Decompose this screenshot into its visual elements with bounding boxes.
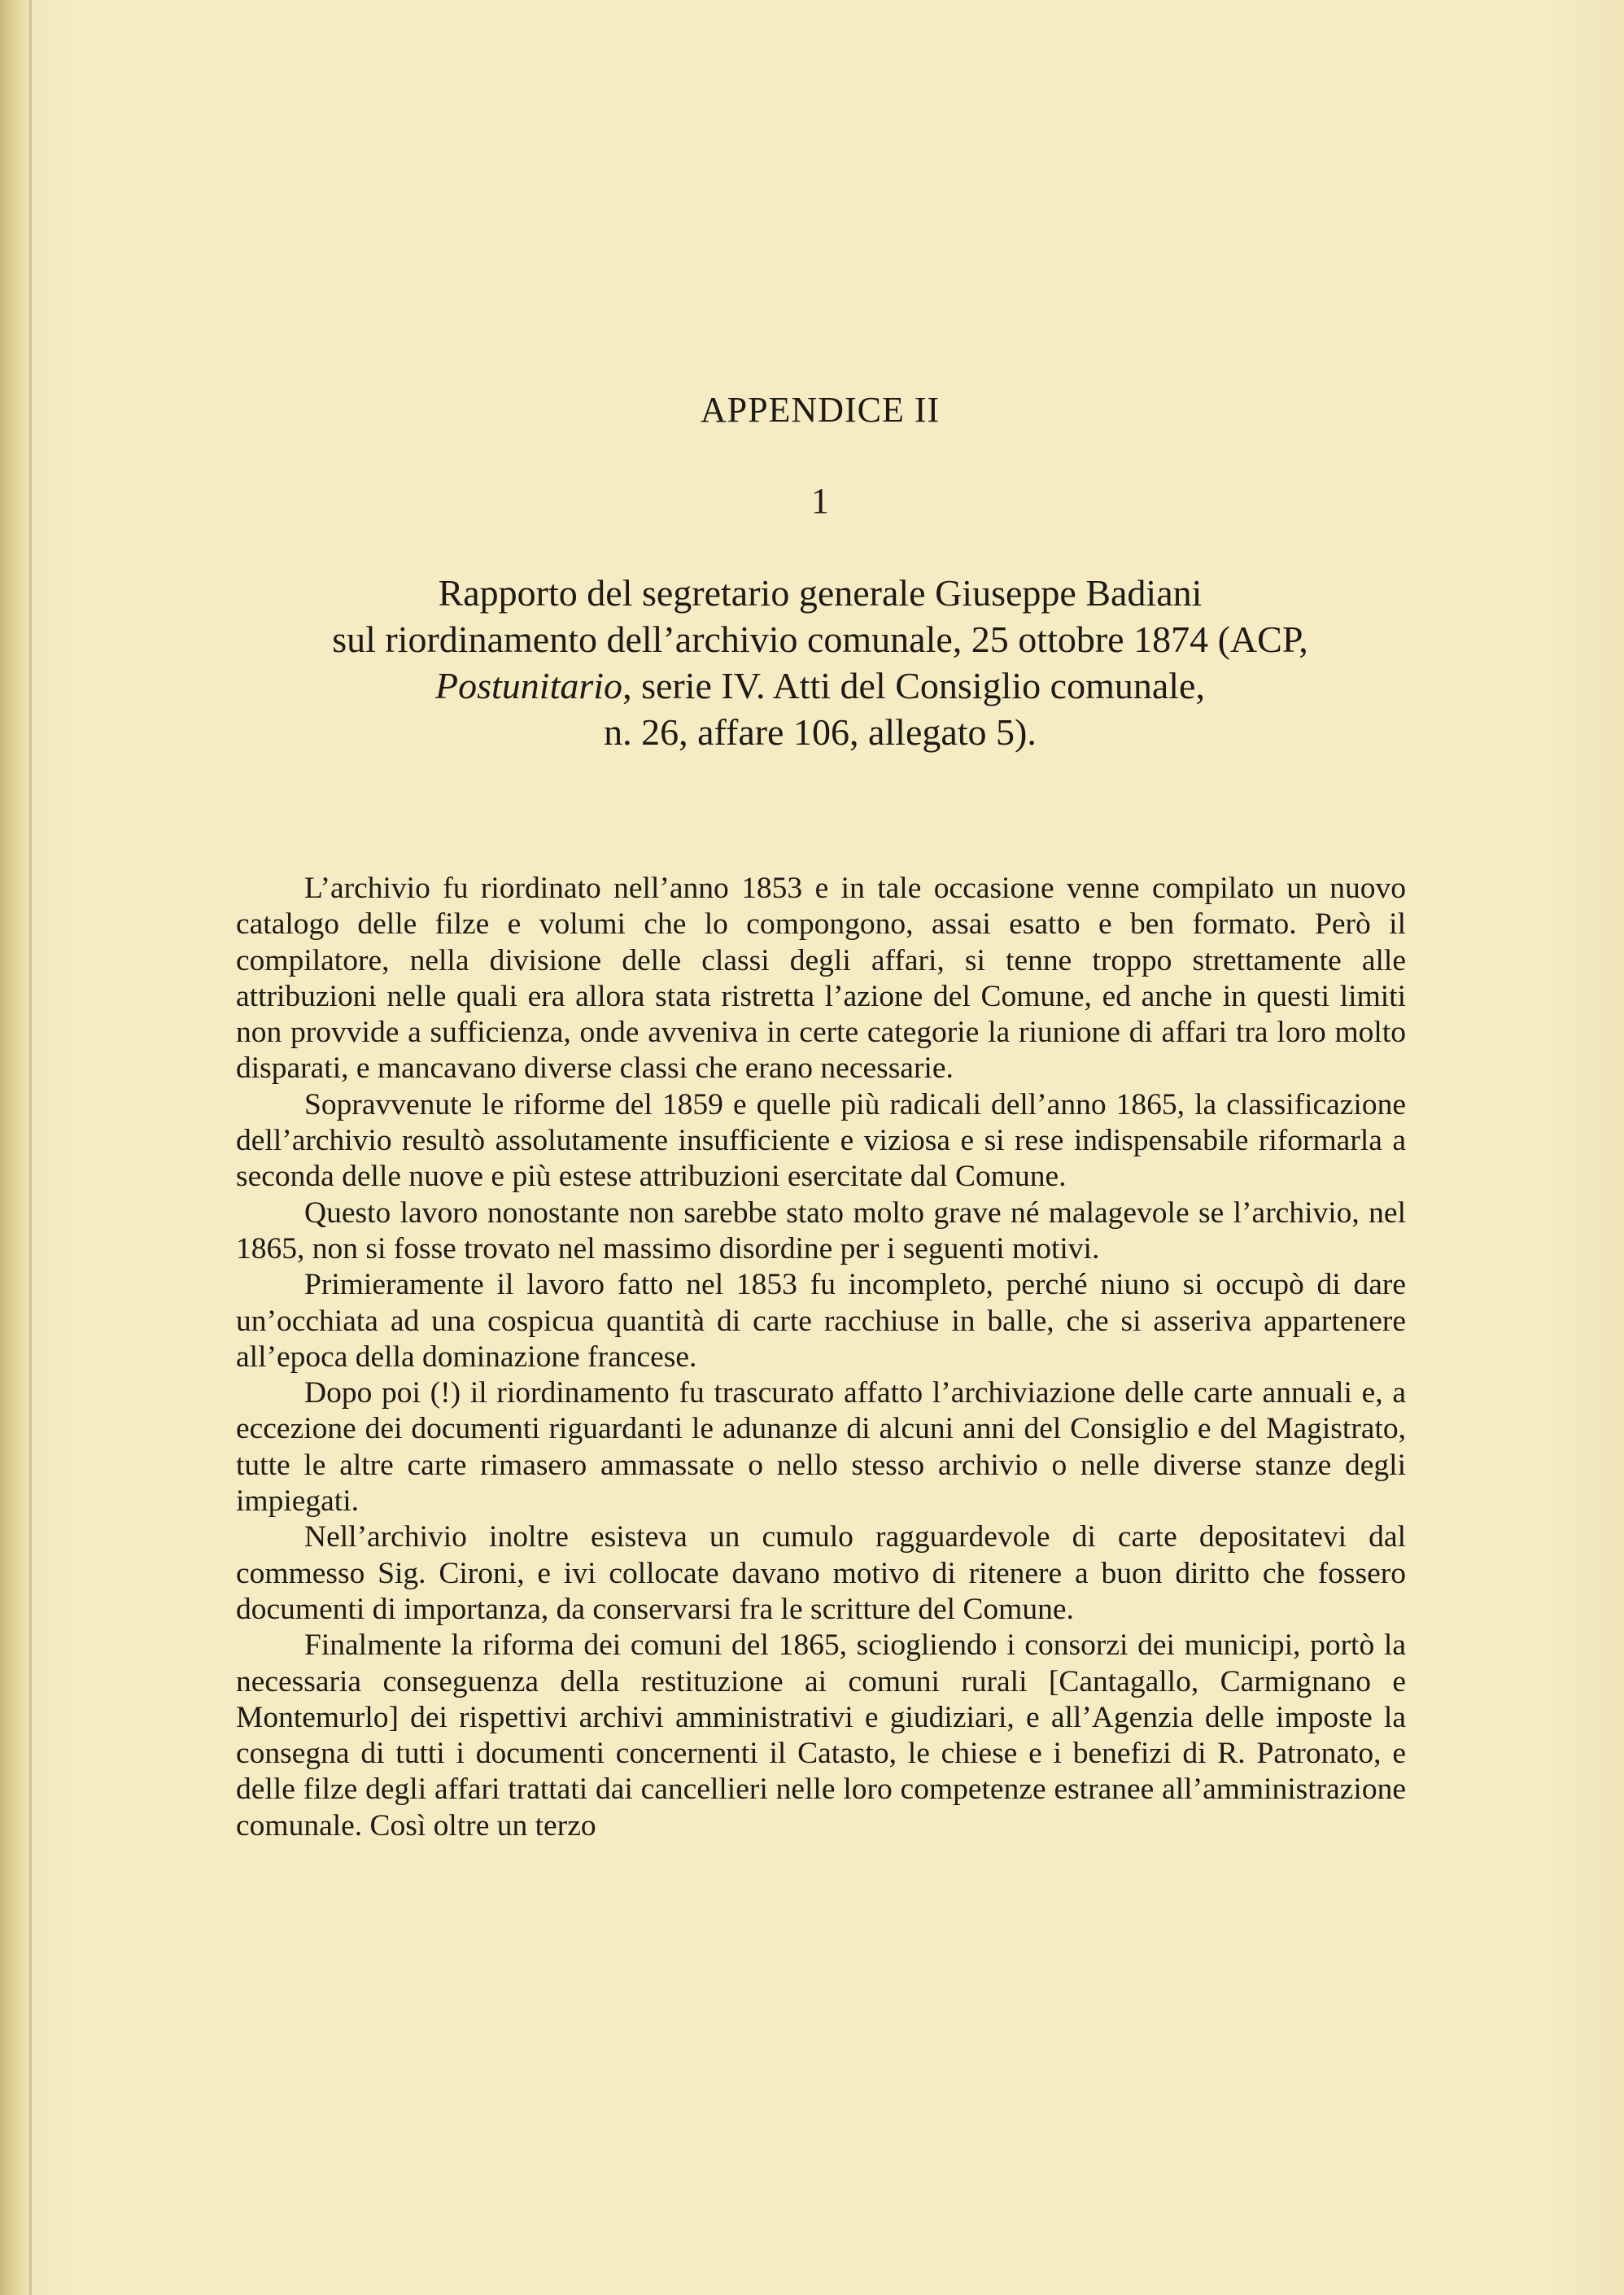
paragraph-2: Sopravvenute le riforme del 1859 e quelle più radicali dell’anno 1865, la classificazione dell’archivio resultò assolutamente insufficiente e viziosa e si rese indispensabile riformarla a seconda delle nuove e più estese attribuzioni esercitate dal Comune. [236, 1087, 1406, 1194]
paragraph-5: Dopo poi (!) il riordinamento fu trascurato affatto l’archiviazione delle carte annuali e, a eccezione dei documenti riguardanti le adunanze di alcuni anni del Consiglio e del Magistrato, tutte le altre carte rimasero ammassate o nello stesso archivio o nelle diverse stanze degli impiegati. [236, 1376, 1406, 1519]
binding-fold-line [29, 0, 32, 2295]
heading-italic-series: Postunitario [435, 665, 623, 706]
paragraph-3: Questo lavoro nonostante non sarebbe stato molto grave né malagevole se l’archivio, nel 1865, non si fosse trovato nel massimo disordine per i seguenti motivi. [236, 1196, 1406, 1266]
heading-line-4: n. 26, affare 106, allegato 5). [604, 711, 1037, 753]
heading-line-1: Rapporto del segretario generale Giuseppe Badiani [438, 572, 1203, 614]
section-number: 1 [811, 481, 829, 521]
heading-line-2: sul riordinamento dell’archivio comunale, 25 ottobre 1874 (ACP, [332, 619, 1308, 660]
paragraph-7: Finalmente la riforma dei comuni del 1865, sciogliendo i consorzi dei municipi, portò la necessaria conseguenza della restituzione ai comuni rurali [Cantagallo, Carmignano e Montemurlo] dei rispettivi archivi amministrativi e giudiziari, e all’Agenzia delle imposte la consegna di tutti i documenti concernenti il Catasto, le chiese e i benefizi di R. Patronato, e delle filze degli affari trattati dai cancellieri nelle loro competenze estranee all’amministrazione comunale. Così oltre un terzo [236, 1628, 1406, 1843]
body-text [236, 871, 1406, 1844]
heading-line-3 [163, 662, 1478, 709]
heading-line-3-rest: , serie IV. Atti del Consiglio comunale, [622, 665, 1205, 706]
document-heading [163, 570, 1478, 755]
appendix-title: APPENDICE II [700, 390, 941, 430]
binding-edge [0, 0, 31, 2295]
paragraph-4: Primieramente il lavoro fatto nel 1853 fu incompleto, perché niuno si occupò di dare un’occhiata ad una cospicua quantità di carte racchiuse in balle, che si asseriva appartenere all’epoca della dominazione francese. [236, 1268, 1406, 1374]
paragraph-6: Nell’archivio inoltre esisteva un cumulo ragguardevole di carte depositatevi dal commesso Sig. Cironi, e ivi collocate davano motivo di ritenere a buon diritto che fossero documenti di importanza, da conservarsi fra le scritture del Comune. [236, 1520, 1406, 1626]
paragraph-1: L’archivio fu riordinato nell’anno 1853 e in tale occasione venne compilato un nuovo catalogo delle filze e volumi che lo compongono, assai esatto e ben formato. Però il compilatore, nella divisione delle classi degli affari, si tenne troppo strettamente alle attribuzioni nelle quali era allora stata ristretta l’azione del Comune, ed anche in questi limiti non provvide a sufficienza, onde avveniva in certe categorie la riunione di affari tra loro molto disparati, e mancavano diverse classi che erano necessarie. [236, 872, 1406, 1086]
